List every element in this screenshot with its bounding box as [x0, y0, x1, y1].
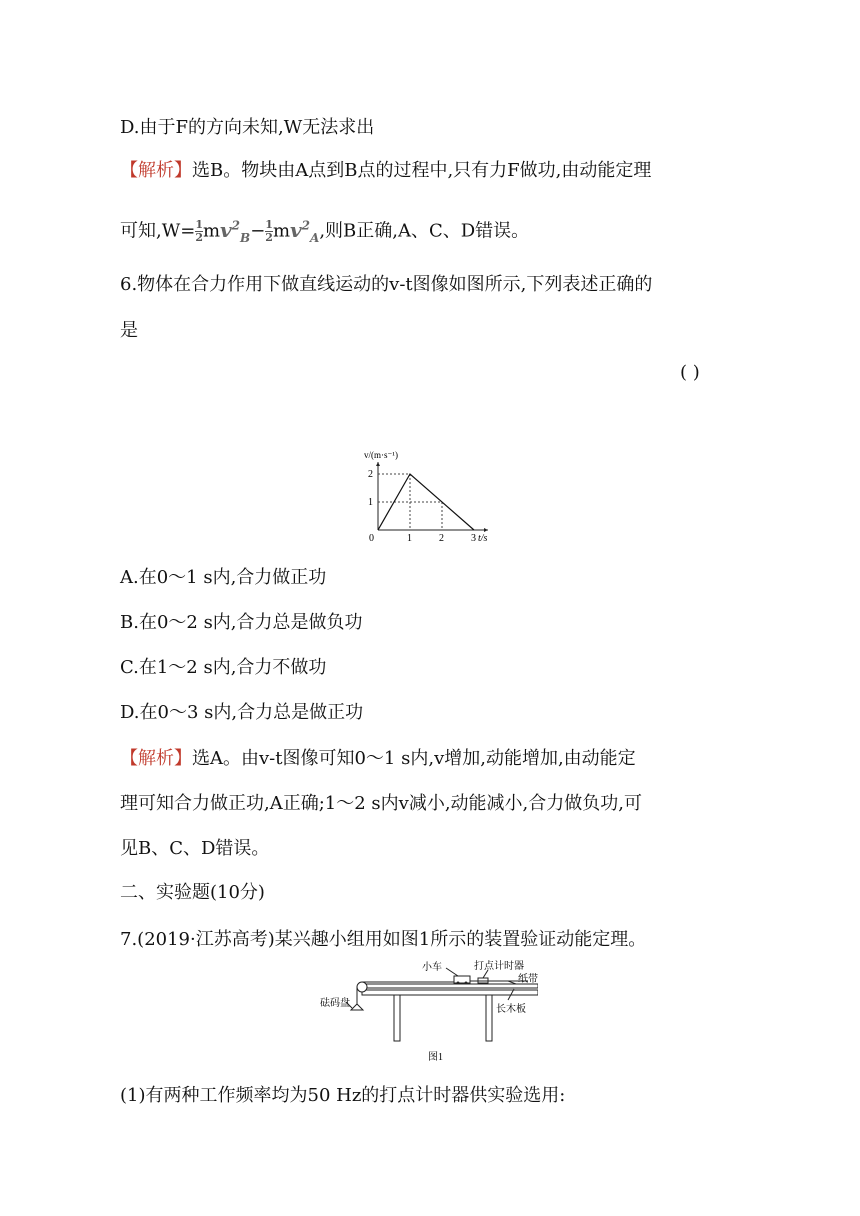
q5-analysis-line2: [120, 212, 529, 251]
q6-stem-line1: 6.物体在合力作用下做直线运动的v-t图像如图所示,下列表述正确的: [120, 274, 653, 295]
q5-analysis-line1: [120, 158, 651, 184]
long-board: [362, 984, 538, 988]
frac-den: 2: [265, 231, 273, 245]
sup: 2: [231, 218, 241, 232]
weight-pan: [351, 1004, 363, 1010]
answer-parentheses: ( ): [680, 362, 700, 383]
analysis-tag: 【解析】: [120, 748, 192, 769]
y-tick-label: 1: [368, 497, 373, 508]
sub: A: [310, 230, 320, 245]
label-timer: 打点计时器: [474, 961, 524, 972]
q6-option-a: A.在0～1 s内,合力做正功: [120, 567, 327, 588]
frac-num: 1: [265, 218, 273, 232]
cart-wheel: [465, 982, 468, 985]
cart: [454, 976, 470, 983]
label-cart: 小车: [422, 962, 442, 973]
section-title: 二、实验题(10分): [120, 882, 265, 903]
q6-option-b: B.在0～2 s内,合力总是做负功: [120, 612, 363, 633]
formula-suffix: ,则B正确,A、C、D错误。: [319, 220, 530, 242]
q6-option-c: C.在1～2 s内,合力不做功: [120, 657, 327, 678]
pulley: [357, 982, 367, 992]
x-tick-label: 3: [471, 533, 476, 543]
x-tick-label: 2: [439, 533, 444, 543]
x-tick-label: 0: [369, 533, 374, 543]
fraction-half: [195, 219, 203, 244]
y-tick-label: 2: [368, 469, 373, 480]
fraction-half: [265, 219, 273, 244]
frac-num: 1: [195, 218, 203, 232]
analysis-tag: 【解析】: [120, 160, 192, 181]
q6-option-d: D.在0～3 s内,合力总是做正功: [120, 702, 364, 723]
vb-squared: [220, 217, 251, 245]
q7-part1: (1)有两种工作频率均为50 Hz的打点计时器供实验选用:: [120, 1085, 566, 1106]
q7-stem: 7.(2019·江苏高考)某兴趣小组用如图1所示的装置验证动能定理。: [120, 929, 647, 950]
v-symbol: v: [220, 217, 232, 242]
figure-caption: 图1: [428, 1052, 443, 1063]
apparatus-figure: [318, 960, 538, 1065]
vt-graph: [360, 448, 500, 543]
x-tick-label: 1: [407, 533, 412, 543]
q5-option-d: D.由于F的方向未知,W无法求出: [120, 117, 375, 138]
analysis-text: 选A。由v-t图像可知0～1 s内,v增加,动能增加,由动能定: [192, 748, 636, 769]
label-board: 长木板: [496, 1004, 526, 1015]
mass-symbol: m: [272, 220, 291, 242]
v-symbol: v: [290, 217, 302, 242]
analysis-text: 选B。物块由A点到B点的过程中,只有力F做功,由动能定理: [192, 160, 652, 181]
y-axis-arrow: [376, 462, 380, 466]
y-axis-label: v/(m·s⁻¹): [364, 450, 398, 460]
frac-den: 2: [195, 231, 203, 245]
sup: 2: [301, 218, 310, 232]
x-axis-label: t/s: [478, 533, 488, 543]
cart-wheel: [457, 982, 460, 985]
q6-analysis-line3: 见B、C、D错误。: [120, 838, 270, 859]
table-leg: [486, 995, 492, 1041]
q6-analysis-line1: [120, 746, 636, 772]
va-squared: [290, 217, 320, 245]
minus: −: [250, 220, 266, 242]
q6-stem-line2: 是: [120, 320, 138, 341]
q6-analysis-line2: 理可知合力做正功,A正确;1～2 s内v减小,动能减小,合力做负功,可: [120, 793, 642, 814]
table-leg: [394, 995, 400, 1041]
label-weight-pan: 砝码盘: [320, 998, 350, 1009]
leader-line: [446, 968, 458, 976]
formula-prefix: 可知,W=: [120, 220, 196, 242]
x-axis-arrow: [484, 528, 488, 532]
mass-symbol: m: [202, 220, 221, 242]
sub: B: [240, 230, 251, 245]
label-tape: 纸带: [518, 974, 538, 985]
